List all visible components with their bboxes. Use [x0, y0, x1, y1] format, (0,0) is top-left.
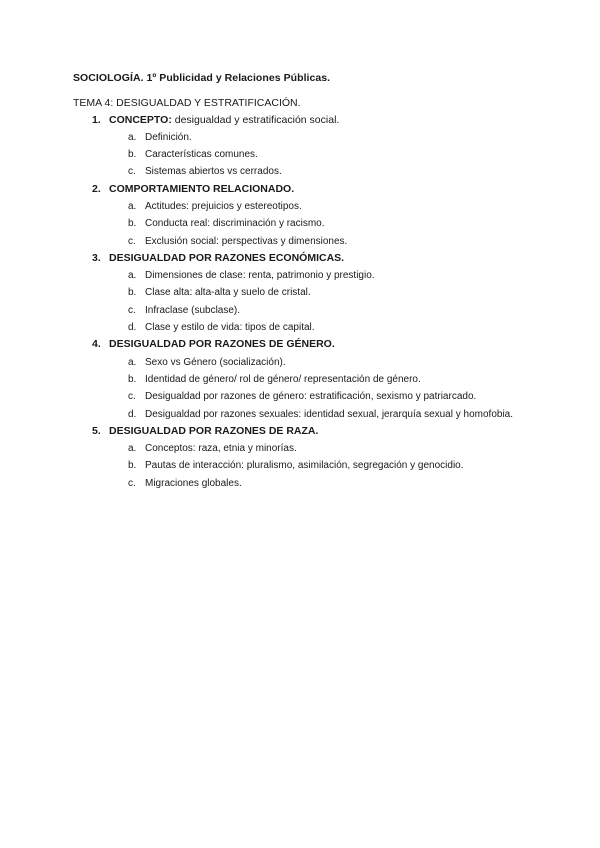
item-text: Conducta real: discriminación y racismo.	[145, 218, 325, 230]
section-title-text: DESIGUALDAD POR RAZONES DE RAZA.	[109, 424, 319, 437]
item-letter: d.	[128, 408, 137, 420]
section-5	[0, 423, 600, 492]
item-text: Actitudes: prejuicios y estereotipos.	[145, 200, 302, 212]
section-description: desigualdad y estratificación social.	[171, 113, 340, 126]
section-title	[109, 250, 344, 267]
item-letter: b.	[128, 460, 137, 472]
section-title-text: DESIGUALDAD POR RAZONES ECONÓMICAS.	[109, 251, 345, 264]
section-4	[0, 336, 600, 422]
item-letter: a.	[128, 443, 137, 455]
item-text: Sistemas abiertos vs cerrados.	[145, 166, 282, 178]
list-item	[0, 406, 600, 423]
section-heading	[0, 250, 600, 267]
section-title	[109, 181, 294, 198]
item-letter: a.	[128, 200, 137, 212]
item-text: Dimensiones de clase: renta, patrimonio y prestigio.	[145, 270, 375, 282]
item-text: Identidad de género/ rol de género/ representación de género.	[145, 373, 421, 385]
section-heading	[0, 336, 600, 353]
item-text: Definición.	[145, 131, 192, 143]
item-text: Clase y estilo de vida: tipos de capital.	[145, 322, 315, 334]
list-item	[0, 371, 600, 388]
list-item	[0, 215, 600, 232]
section-1	[0, 112, 600, 181]
item-text: Desigualdad por razones sexuales: identidad sexual, jerarquía sexual y homofobia.	[145, 408, 514, 420]
document-subtitle: TEMA 4: DESIGUALDAD Y ESTRATIFICACIÓN.	[73, 97, 301, 109]
section-number: 4.	[92, 338, 101, 351]
item-letter: a.	[128, 356, 137, 368]
list-item	[0, 354, 600, 371]
list-item	[0, 146, 600, 163]
section-heading	[0, 181, 600, 198]
section-title	[109, 336, 335, 353]
list-item	[0, 233, 600, 250]
list-item	[0, 198, 600, 215]
document-title: SOCIOLOGÍA. 1º Publicidad y Relaciones Públicas.	[73, 72, 331, 84]
section-heading	[0, 423, 600, 440]
item-text: Exclusión social: perspectivas y dimensiones.	[145, 235, 348, 247]
item-text: Clase alta: alta-alta y suelo de cristal.	[145, 287, 311, 299]
list-item	[0, 267, 600, 284]
item-letter: b.	[128, 149, 137, 161]
section-title	[109, 112, 339, 129]
section-title-text: DESIGUALDAD POR RAZONES DE GÉNERO.	[109, 338, 335, 351]
item-letter: c.	[128, 477, 136, 489]
section-title-text: COMPORTAMIENTO RELACIONADO.	[109, 182, 295, 195]
list-item	[0, 302, 600, 319]
item-text: Sexo vs Género (socialización).	[145, 356, 286, 368]
subitem-list	[0, 198, 600, 250]
section-title-text: CONCEPTO:	[109, 113, 172, 126]
item-text: Migraciones globales.	[145, 477, 242, 489]
section-3	[0, 250, 600, 336]
item-letter: a.	[128, 270, 137, 282]
subitem-list	[0, 354, 600, 423]
item-letter: d.	[128, 322, 137, 334]
item-text: Conceptos: raza, etnia y minorías.	[145, 443, 297, 455]
list-item	[0, 163, 600, 180]
item-text: Desigualdad por razones de género: estratificación, sexismo y patriarcado.	[145, 391, 477, 403]
item-letter: c.	[128, 304, 136, 316]
item-text: Infraclase (subclase).	[145, 304, 241, 316]
list-item	[0, 319, 600, 336]
section-2	[0, 181, 600, 250]
item-letter: c.	[128, 235, 136, 247]
section-list	[0, 112, 600, 493]
list-item	[0, 388, 600, 405]
subitem-list	[0, 267, 600, 336]
section-title	[109, 423, 318, 440]
section-number: 1.	[92, 113, 101, 126]
list-item	[0, 440, 600, 457]
list-item	[0, 129, 600, 146]
item-letter: b.	[128, 287, 137, 299]
section-number: 2.	[92, 182, 101, 195]
list-item	[0, 475, 600, 492]
item-letter: b.	[128, 373, 137, 385]
item-text: Características comunes.	[145, 149, 258, 161]
subitem-list	[0, 440, 600, 492]
item-letter: c.	[128, 166, 136, 178]
section-heading	[0, 112, 600, 129]
item-letter: a.	[128, 131, 137, 143]
list-item	[0, 284, 600, 301]
list-item	[0, 457, 600, 474]
item-letter: b.	[128, 218, 137, 230]
subitem-list	[0, 129, 600, 181]
item-letter: c.	[128, 391, 136, 403]
section-number: 5.	[92, 424, 101, 437]
section-number: 3.	[92, 251, 101, 264]
item-text: Pautas de interacción: pluralismo, asimilación, segregación y genocidio.	[145, 460, 464, 472]
